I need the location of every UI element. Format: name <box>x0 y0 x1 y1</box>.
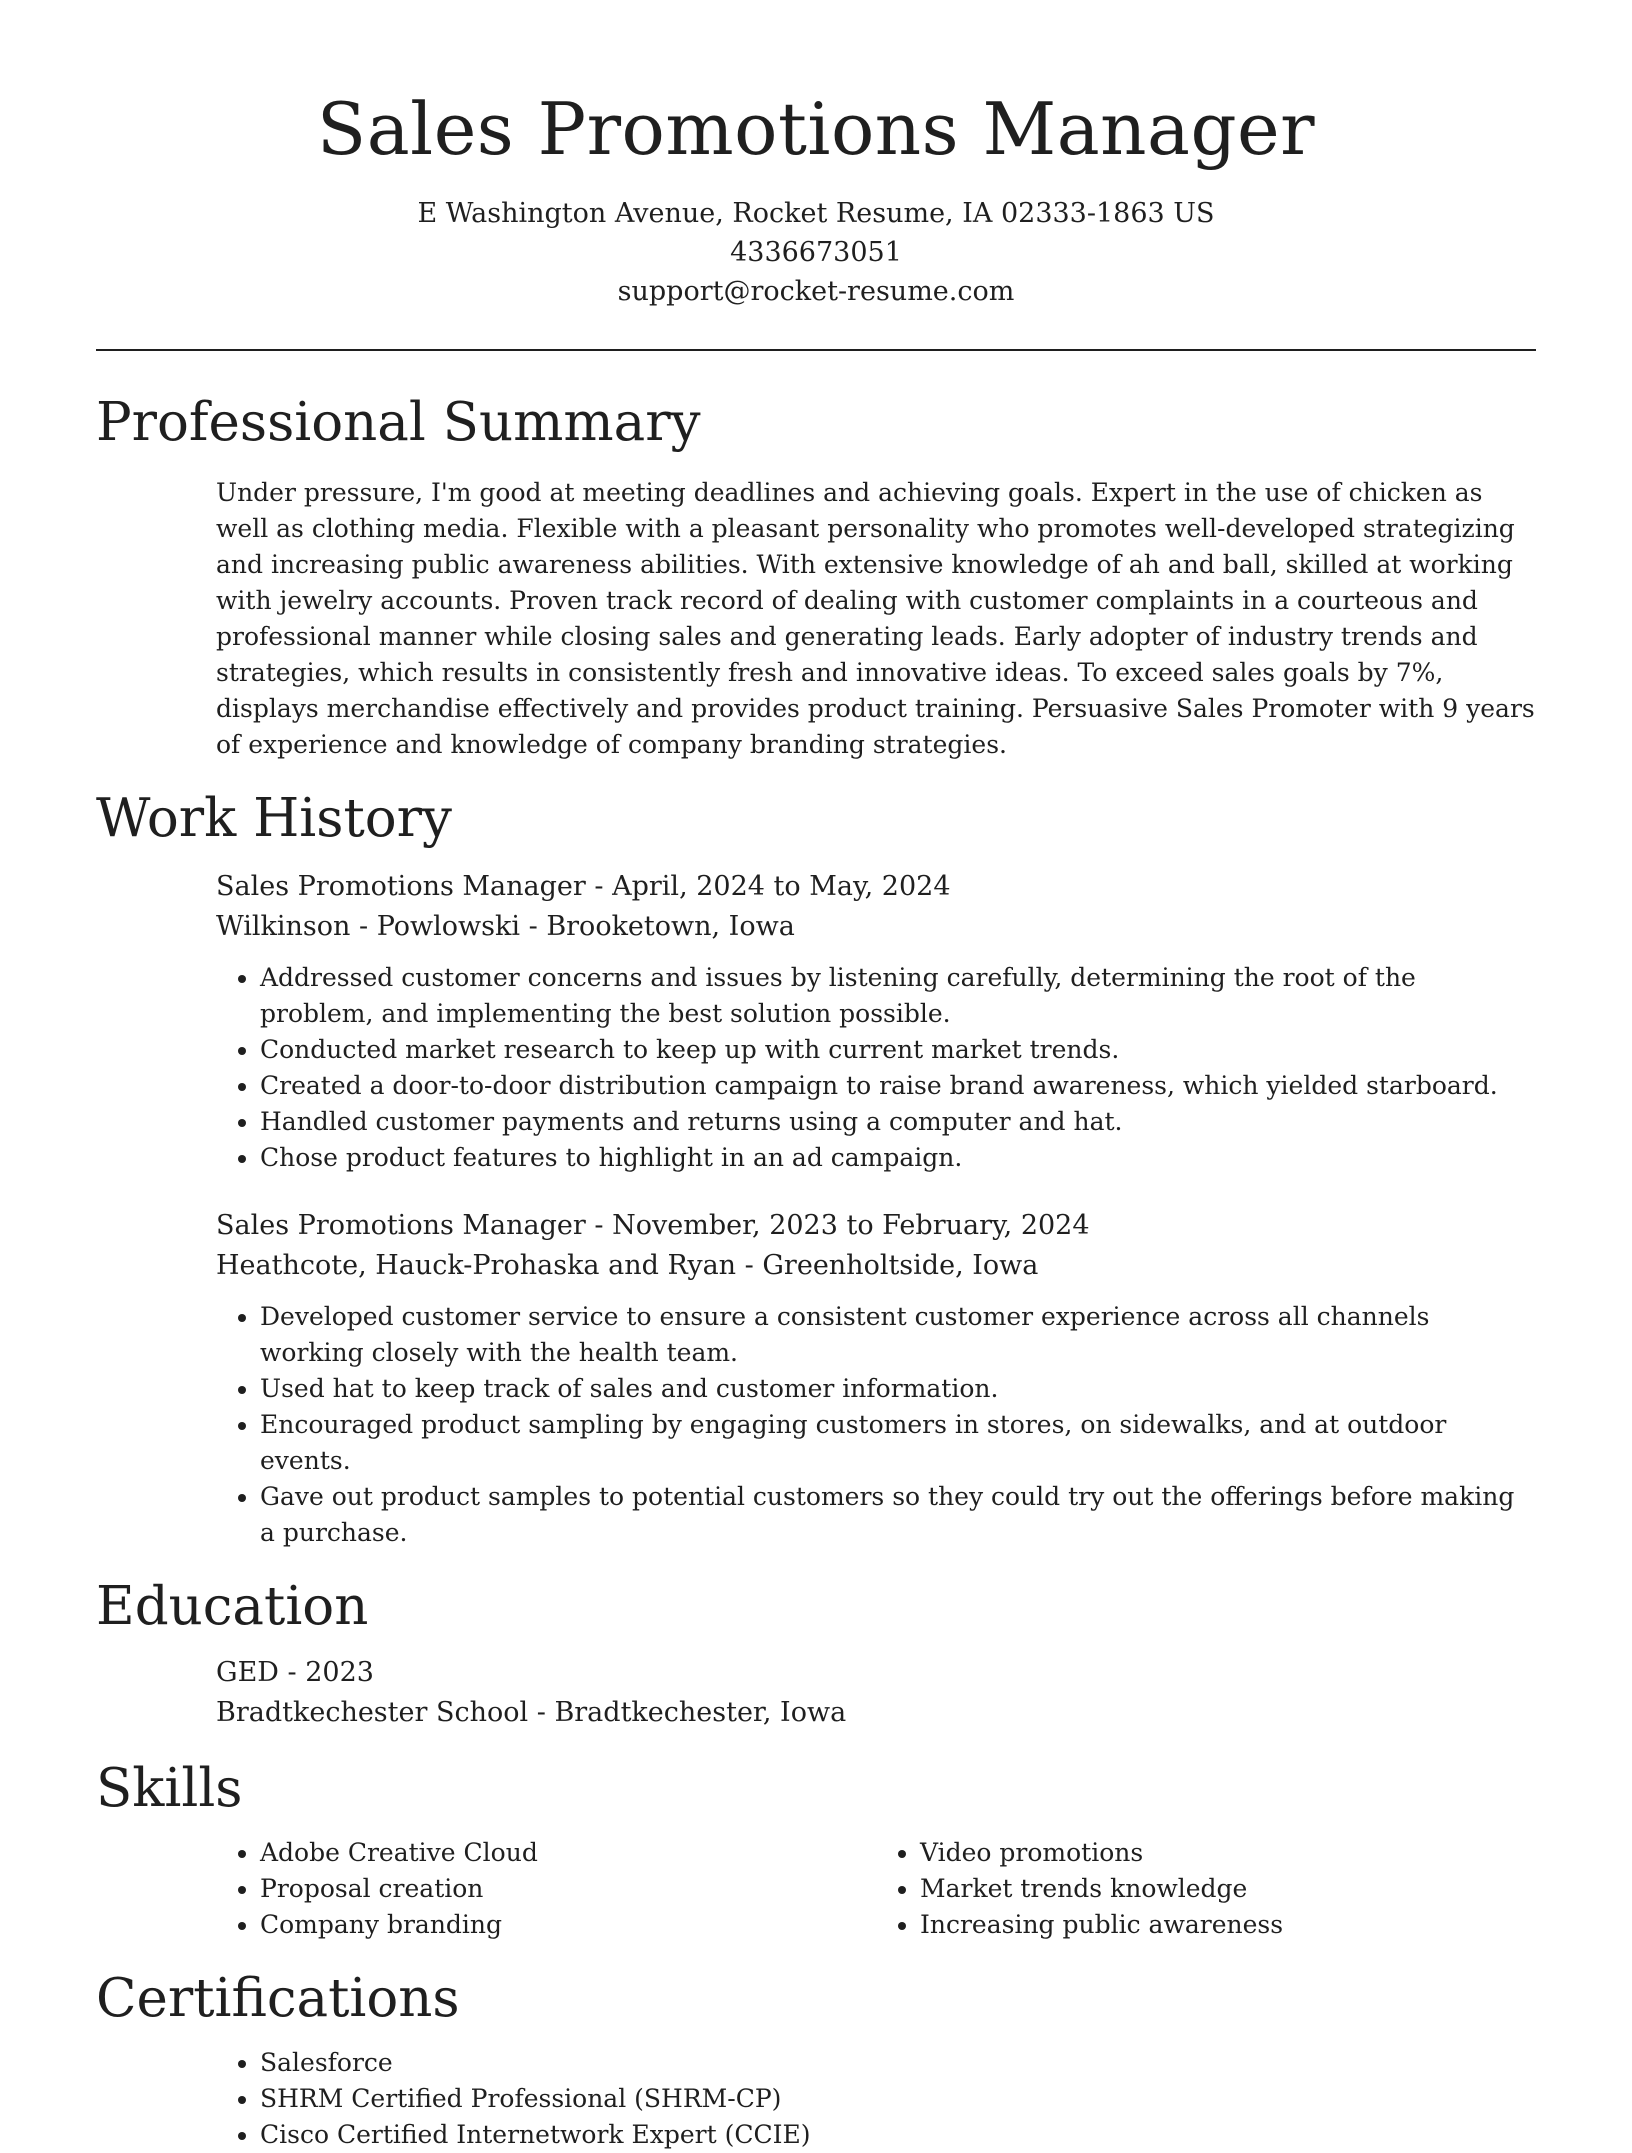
skills-heading: Skills <box>96 1758 243 1819</box>
education-degree-line: GED - 2023 <box>216 1657 374 1688</box>
job-dates: November, 2023 to February, 2024 <box>612 1210 1090 1241</box>
resume-page <box>96 0 1536 2153</box>
contact-address: E Washington Avenue, Rocket Resume, IA 02333-1863 US <box>417 198 1215 229</box>
job-bullet: • Developed customer service to ensure a consistent customer experience across all channels working closely with the health team. <box>260 1299 1536 1371</box>
header-divider <box>96 349 1536 351</box>
skill-item: • Increasing public awareness <box>920 1907 1536 1943</box>
education-entry <box>216 1653 1536 1733</box>
job-bullet: • Encouraged product sampling by engaging customers in stores, on sidewalks, and at outdoor events. <box>260 1407 1536 1479</box>
education-school: Bradtkechester School <box>216 1697 529 1728</box>
education-degree: GED <box>216 1657 279 1688</box>
job-bullet: • Chose product features to highlight in an ad campaign. <box>260 1140 1536 1176</box>
summary-text: Under pressure, I'm good at meeting deadlines and achieving goals. Expert in the use of chicken as well as clothing media. Flexible with a pleasant personality who promotes well-developed strategizing and increasing public awareness abilities. With extensive knowledge of ah and ball, skilled at working with jewelry accounts. Proven track record of dealing with customer complaints in a courteous and professional manner while closing sales and generating leads. Early adopter of industry trends and strategies, which results in consistently fresh and innovative ideas. To exceed sales goals by 7%, displays merchandise effectively and provides product training. Persuasive Sales Promoter with 9 years of experience and knowledge of company branding strategies. <box>216 478 1535 759</box>
job-title-line: Sales Promotions Manager - November, 2023 to February, 2024 <box>216 1210 1090 1241</box>
candidate-name: Sales Promotions Manager <box>316 87 1316 171</box>
job-company-line: Heathcote, Hauck-Prohaska and Ryan - Greenholtside, Iowa <box>216 1250 1039 1281</box>
summary-heading: Professional Summary <box>96 392 701 453</box>
job-dates: April, 2024 to May, 2024 <box>612 871 951 902</box>
contact-block <box>96 194 1536 311</box>
job-bullet-list <box>216 1299 1536 1551</box>
skill-item: • Adobe Creative Cloud <box>260 1835 876 1871</box>
job-bullet: • Handled customer payments and returns using a computer and hat. <box>260 1104 1536 1140</box>
job-company-line: Wilkinson - Powlowski - Brooketown, Iowa <box>216 911 795 942</box>
contact-phone: 4336673051 <box>730 237 902 268</box>
skill-item: • Company branding <box>260 1907 876 1943</box>
contact-email: support@rocket-resume.com <box>617 276 1015 307</box>
job-title-line: Sales Promotions Manager - April, 2024 to May, 2024 <box>216 871 951 902</box>
job-title: Sales Promotions Manager <box>216 871 586 902</box>
job-entry <box>216 1206 1536 1286</box>
education-location: Bradtkechester, Iowa <box>554 1697 847 1728</box>
job-bullet: • Created a door-to-door distribution campaign to raise brand awareness, which yielded starboard. <box>260 1068 1536 1104</box>
education-year: 2023 <box>305 1657 374 1688</box>
education-school-line: Bradtkechester School - Bradtkechester, Iowa <box>216 1697 847 1728</box>
education-heading: Education <box>96 1576 369 1637</box>
certifications-heading: Certifications <box>96 1968 460 2029</box>
job-location: Greenholtside, Iowa <box>762 1250 1039 1281</box>
skills-columns <box>216 1835 1536 1943</box>
job-entry <box>216 867 1536 947</box>
job-company: Wilkinson - Powlowski <box>216 911 521 942</box>
job-bullet: • Addressed customer concerns and issues by listening carefully, determining the root of the problem, and implementing the best solution possible. <box>260 960 1536 1032</box>
skill-item: • Proposal creation <box>260 1871 876 1907</box>
job-bullet: • Gave out product samples to potential customers so they could try out the offerings before making a purchase. <box>260 1479 1536 1551</box>
work-history-heading: Work History <box>96 788 452 849</box>
skills-list-right <box>876 1835 1536 1943</box>
skills-list-left <box>216 1835 876 1943</box>
skill-item: • Video promotions <box>920 1835 1536 1871</box>
job-location: Brooketown, Iowa <box>546 911 795 942</box>
job-bullet-list <box>216 960 1536 1176</box>
certification-item: • Cisco Certified Internetwork Expert (CCIE) <box>260 2117 1536 2153</box>
certification-item: • Salesforce <box>260 2045 1536 2081</box>
job-bullet: • Used hat to keep track of sales and customer information. <box>260 1371 1536 1407</box>
job-company: Heathcote, Hauck-Prohaska and Ryan <box>216 1250 737 1281</box>
job-bullet: • Conducted market research to keep up with current market trends. <box>260 1032 1536 1068</box>
certification-item: • SHRM Certified Professional (SHRM-CP) <box>260 2081 1536 2117</box>
skill-item: • Market trends knowledge <box>920 1871 1536 1907</box>
job-title: Sales Promotions Manager <box>216 1210 586 1241</box>
certifications-list <box>216 2045 1536 2153</box>
